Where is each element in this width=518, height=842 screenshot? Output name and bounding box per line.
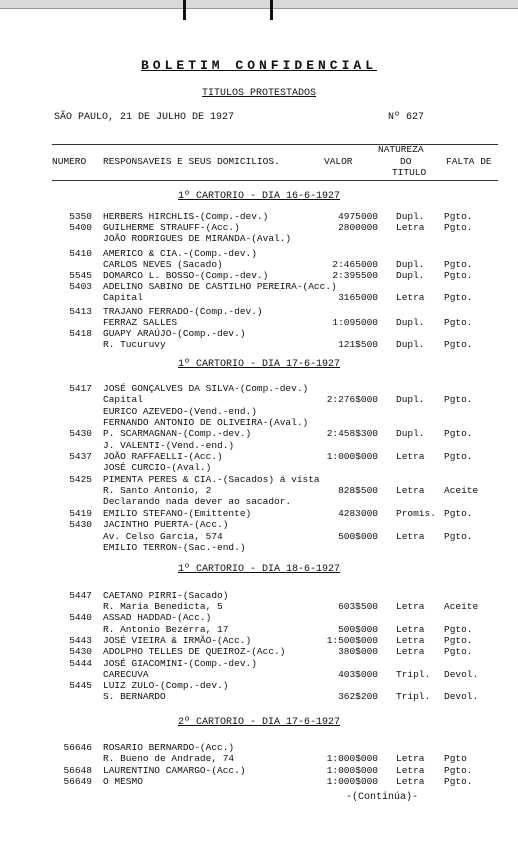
col-header-falta: FALTA DE — [446, 156, 492, 167]
section-title: 2º CARTORIO - DIA 17-6-1927 — [177, 717, 341, 728]
row-number: 56648 — [63, 765, 92, 776]
row-number: 5430 — [69, 519, 92, 530]
row-responsible: R. Tucuruvy — [103, 339, 166, 350]
row-number: 5419 — [69, 508, 92, 519]
row-responsible: FERNANDO ANTONIO DE OLIVEIRA-(Aval.) — [103, 417, 309, 428]
row-responsible: CARECUVA — [103, 669, 149, 680]
row-responsible: JOSÉ GIACOMINI-(Comp.-dev.) — [103, 658, 257, 669]
row-protest-reason: Pgto. — [444, 211, 473, 222]
row-responsible: ASSAD HADDAD-(Acc.) — [103, 612, 212, 623]
row-responsible: JOSÉ CURCIO-(Aval.) — [103, 462, 212, 473]
row-protest-reason: Pgto. — [444, 624, 473, 635]
row-protest-reason: Pgto. — [444, 270, 473, 281]
row-title-kind: Dupl. — [396, 394, 425, 405]
row-responsible: R. Santo Antonio, 2 — [103, 485, 212, 496]
document-title: BOLETIM CONFIDENCIAL — [140, 58, 378, 73]
row-number: 5425 — [69, 474, 92, 485]
row-value: 828$500 — [338, 485, 378, 496]
row-protest-reason: Aceite — [444, 601, 479, 612]
row-protest-reason: Devol. — [444, 691, 479, 702]
row-responsible: EMILIO STEFANO-(Emittente) — [103, 508, 252, 519]
row-responsible: AMERICO & CIA.-(Comp.-dev.) — [103, 248, 257, 259]
col-header-do: DO — [400, 156, 412, 167]
row-value: 1:095000 — [332, 317, 378, 328]
row-number: 5545 — [69, 270, 92, 281]
row-responsible: GUAPY ARAÚJO-(Comp.-dev.) — [103, 328, 246, 339]
row-responsible: DOMARCO L. BOSSO-(Comp.-dev.) — [103, 270, 269, 281]
row-protest-reason: Pgto. — [444, 531, 473, 542]
row-title-kind: Dupl. — [396, 428, 425, 439]
row-value: 1:000$000 — [326, 765, 378, 776]
row-protest-reason: Pgto. — [444, 451, 473, 462]
row-value: 1:000$000 — [326, 451, 378, 462]
date-line: SÃO PAULO, 21 DE JULHO DE 1927 — [54, 112, 235, 123]
row-protest-reason: Pgto. — [444, 317, 473, 328]
row-number: 5437 — [69, 451, 92, 462]
row-value: 1:500$000 — [326, 635, 378, 646]
row-protest-reason: Aceite — [444, 485, 479, 496]
row-title-kind: Letra — [396, 531, 425, 542]
row-responsible: JOÃO RODRIGUES DE MIRANDA-(Aval.) — [103, 233, 292, 244]
row-number: 5443 — [69, 635, 92, 646]
row-protest-reason: Pgto. — [444, 646, 473, 657]
row-number: 5447 — [69, 590, 92, 601]
col-header-natureza: NATUREZA — [378, 144, 424, 155]
row-responsible: Capital — [103, 292, 143, 303]
row-protest-reason: Pgto. — [444, 394, 473, 405]
row-title-kind: Letra — [396, 765, 425, 776]
row-title-kind: Tripl. — [396, 691, 431, 702]
row-number: 5430 — [69, 428, 92, 439]
row-value: 4283000 — [338, 508, 378, 519]
header-rule-bottom — [52, 180, 498, 181]
row-responsible: JOSÉ VIEIRA & IRMÃO-(Acc.) — [103, 635, 252, 646]
row-responsible: JOÃO RAFFAELLI-(Acc.) — [103, 451, 223, 462]
row-responsible: Capital — [103, 394, 143, 405]
row-title-kind: Letra — [396, 292, 425, 303]
row-responsible: ROSARIO BERNARDO-(Acc.) — [103, 742, 235, 753]
row-value: 2:465000 — [332, 259, 378, 270]
row-number: 56646 — [63, 742, 92, 753]
row-responsible: ADOLPHO TELLES DE QUEIROZ-(Acc.) — [103, 646, 286, 657]
section-title: 1º CARTORIO - DIA 18-6-1927 — [177, 564, 341, 575]
row-number: 5400 — [69, 222, 92, 233]
section-title: 1º CARTORIO - DIA 16-6-1927 — [177, 191, 341, 202]
row-number: 5410 — [69, 248, 92, 259]
row-value: 4975000 — [338, 211, 378, 222]
row-protest-reason: Pgto. — [444, 222, 473, 233]
row-responsible: R. Maria Benedicta, 5 — [103, 601, 223, 612]
row-protest-reason: Pgto — [444, 753, 467, 764]
row-responsible: GUILHERME STRAUFF-(Acc.) — [103, 222, 240, 233]
row-number: 5350 — [69, 211, 92, 222]
col-header-valor: VALOR — [324, 156, 353, 167]
col-header-titulo: TITULO — [392, 167, 427, 178]
row-title-kind: Letra — [396, 601, 425, 612]
row-responsible: JACINTHO PUERTA-(Acc.) — [103, 519, 229, 530]
row-title-kind: Dupl. — [396, 270, 425, 281]
row-value: 3165000 — [338, 292, 378, 303]
row-title-kind: Letra — [396, 624, 425, 635]
col-header-numero: NUMERO — [52, 156, 87, 167]
row-responsible: EURICO AZEVEDO-(Vend.-end.) — [103, 406, 257, 417]
scan-top-edge — [0, 0, 518, 9]
row-value: 1:000$000 — [326, 753, 378, 764]
row-protest-reason: Pgto. — [444, 428, 473, 439]
row-responsible: CARLOS NEVES (Sacado) — [103, 259, 223, 270]
row-responsible: PIMENTA PERES & CIA.-(Sacados) á vista — [103, 474, 320, 485]
row-responsible: JOSÉ GONÇALVES DA SILVA-(Comp.-dev.) — [103, 383, 309, 394]
row-title-kind: Letra — [396, 451, 425, 462]
row-responsible: O MESMO — [103, 776, 143, 787]
row-value: 500$000 — [338, 531, 378, 542]
row-responsible: P. SCARMAGNAN-(Comp.-dev.) — [103, 428, 252, 439]
bulletin-number: Nº 627 — [388, 112, 425, 123]
header-rule-top — [52, 144, 498, 145]
row-protest-reason: Pgto. — [444, 339, 473, 350]
row-responsible: EMILIO TERRON-(Sac.-end.) — [103, 542, 246, 553]
row-title-kind: Letra — [396, 635, 425, 646]
row-number: 5445 — [69, 680, 92, 691]
row-protest-reason: Pgto. — [444, 635, 473, 646]
row-responsible: Av. Celso Garcia, 574 — [103, 531, 223, 542]
row-number: 56649 — [63, 776, 92, 787]
row-protest-reason: Pgto. — [444, 765, 473, 776]
row-protest-reason: Pgto. — [444, 292, 473, 303]
row-value: 1:000$000 — [326, 776, 378, 787]
row-value: 121$500 — [338, 339, 378, 350]
row-responsible: ADELINO SABINO DE CASTILHO PEREIRA-(Acc.) — [103, 281, 337, 292]
row-title-kind: Promis. — [396, 508, 436, 519]
row-title-kind: Letra — [396, 776, 425, 787]
row-title-kind: Letra — [396, 753, 425, 764]
row-title-kind: Letra — [396, 222, 425, 233]
row-responsible: LAURENTINO CAMARGO-(Acc.) — [103, 765, 246, 776]
row-title-kind: Letra — [396, 646, 425, 657]
row-number: 5440 — [69, 612, 92, 623]
section-title: 1º CARTORIO - DIA 17-6-1927 — [177, 359, 341, 370]
row-value: 2800000 — [338, 222, 378, 233]
row-responsible: HERBERS HIRCHLIS-(Comp.-dev.) — [103, 211, 269, 222]
continua-label: -(Continúa)- — [346, 792, 419, 803]
row-protest-reason: Pgto. — [444, 776, 473, 787]
document-subtitle: TITULOS PROTESTADOS — [201, 88, 317, 99]
row-responsible: S. BERNARDO — [103, 691, 166, 702]
row-title-kind: Dupl. — [396, 339, 425, 350]
row-number: 5403 — [69, 281, 92, 292]
row-value: 2:458$300 — [326, 428, 378, 439]
row-value: 2:276$000 — [326, 394, 378, 405]
row-title-kind: Dupl. — [396, 259, 425, 270]
row-value: 2:395500 — [332, 270, 378, 281]
row-number: 5413 — [69, 306, 92, 317]
row-protest-reason: Pgto. — [444, 508, 473, 519]
row-title-kind: Dupl. — [396, 317, 425, 328]
row-number: 5444 — [69, 658, 92, 669]
row-value: 500$000 — [338, 624, 378, 635]
row-responsible: FERRAZ SALLES — [103, 317, 178, 328]
row-title-kind: Letra — [396, 485, 425, 496]
row-responsible: TRAJANO FERRADO-(Comp.-dev.) — [103, 306, 263, 317]
row-responsible: J. VALENTI-(Vend.-end.) — [103, 440, 235, 451]
row-responsible: Declarando nada dever ao sacador. — [103, 496, 292, 507]
row-responsible: LUIZ ZULO-(Comp.-dev.) — [103, 680, 229, 691]
row-value: 380$000 — [338, 646, 378, 657]
row-number: 5417 — [69, 383, 92, 394]
col-header-responsaveis: RESPONSAVEIS E SEUS DOMICILIOS. — [103, 156, 280, 167]
row-responsible: R. Bueno de Andrade, 74 — [103, 753, 235, 764]
row-value: 362$200 — [338, 691, 378, 702]
row-value: 403$000 — [338, 669, 378, 680]
row-number: 5418 — [69, 328, 92, 339]
row-title-kind: Dupl. — [396, 211, 425, 222]
row-value: 603$500 — [338, 601, 378, 612]
row-responsible: CAETANO PIRRI-(Sacado) — [103, 590, 229, 601]
row-protest-reason: Pgto. — [444, 259, 473, 270]
row-protest-reason: Devol. — [444, 669, 479, 680]
row-title-kind: Tripl. — [396, 669, 431, 680]
row-number: 5430 — [69, 646, 92, 657]
row-responsible: R. Antonio Bezerra, 17 — [103, 624, 229, 635]
